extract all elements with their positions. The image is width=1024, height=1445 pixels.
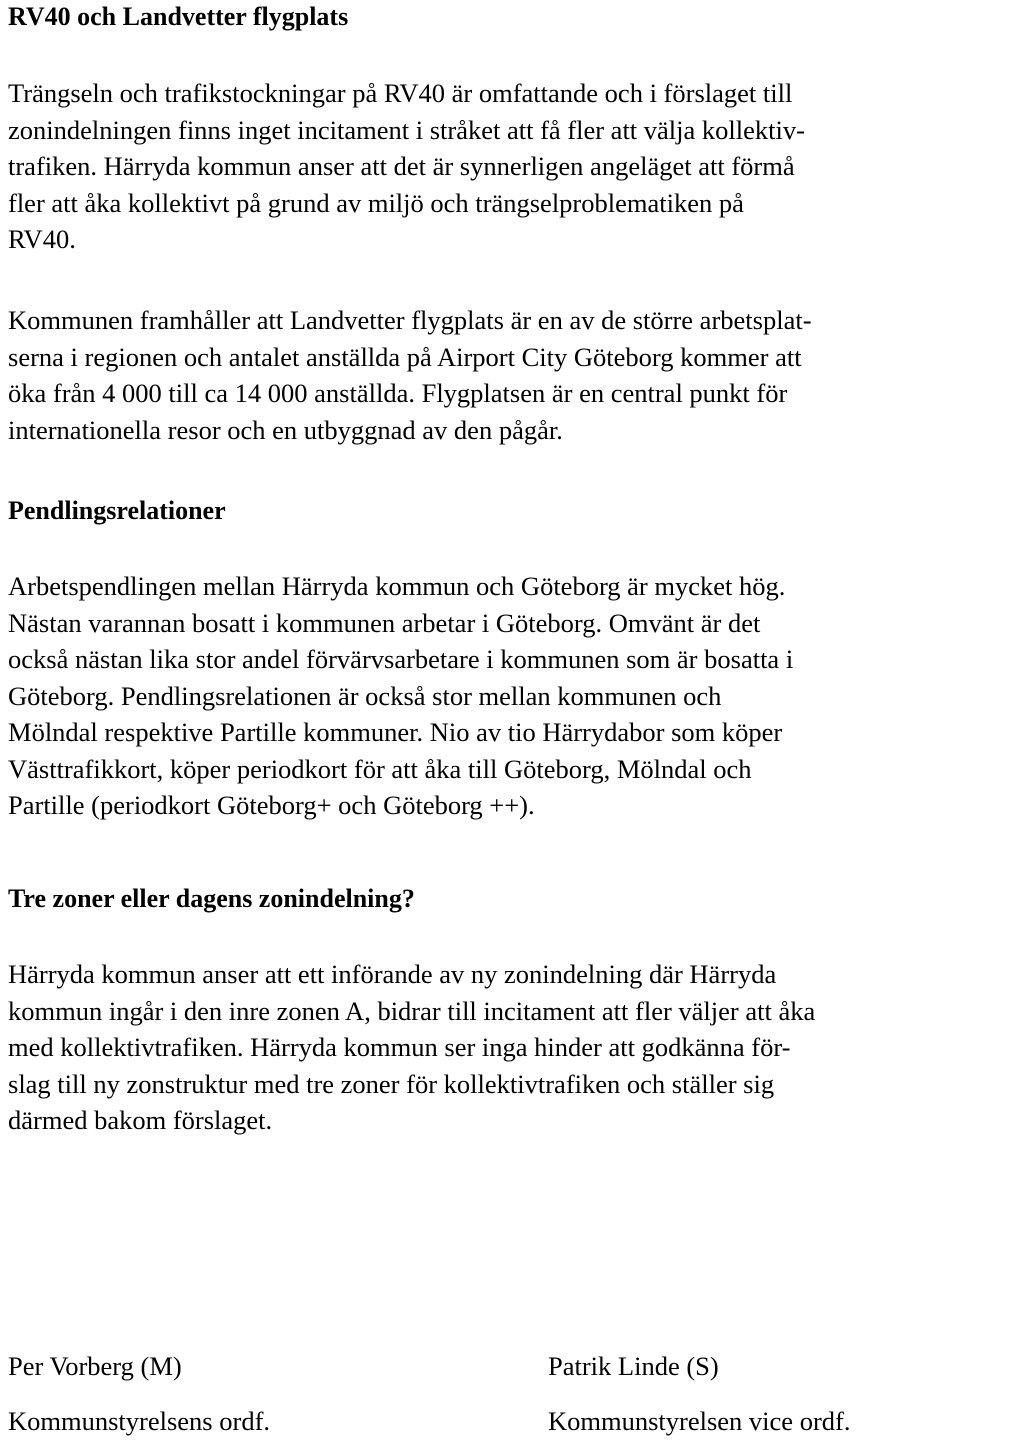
text-line: fler att åka kollektivt på grund av miljö och trängselproblematiken på bbox=[8, 187, 744, 218]
paragraph-rv40-congestion bbox=[8, 75, 1020, 258]
section-heading-rv40: RV40 och Landvetter flygplats bbox=[8, 2, 349, 31]
paragraph-zone-proposal bbox=[8, 956, 1020, 1139]
section-heading-tre-zoner: Tre zoner eller dagens zonindelning? bbox=[8, 884, 415, 913]
text-line: slag till ny zonstruktur med tre zoner för kollektivtrafiken och ställer sig bbox=[8, 1068, 775, 1099]
text-line: Göteborg. Pendlingsrelationen är också stor mellan kommunen och bbox=[8, 680, 722, 711]
text-line: Västtrafikkort, köper periodkort för att åka till Göteborg, Mölndal och bbox=[8, 753, 752, 784]
signature-name: Per Vorberg (M) bbox=[8, 1351, 182, 1381]
signature-block-vice-chair bbox=[548, 1348, 988, 1440]
text-line: kommun ingår i den inre zonen A, bidrar till incitament att fler väljer att åka bbox=[8, 995, 816, 1026]
text-line: Härryda kommun anser att ett införande av ny zonindelning där Härryda bbox=[8, 959, 777, 989]
text-line: därmed bakom förslaget. bbox=[8, 1105, 273, 1135]
text-line: med kollektivtrafiken. Härryda kommun ser inga hinder att godkänna för- bbox=[8, 1032, 791, 1062]
text-line: Nästan varannan bosatt i kommunen arbetar i Göteborg. Omvänt är det bbox=[8, 607, 761, 638]
text-line: Mölndal respektive Partille kommuner. Nio av tio Härrydabor som köper bbox=[8, 717, 783, 747]
paragraph-commuting bbox=[8, 568, 1020, 824]
signature-name: Patrik Linde (S) bbox=[548, 1351, 719, 1381]
signature-title: Kommunstyrelsen vice ordf. bbox=[548, 1406, 851, 1436]
text-line: Trängseln och trafikstockningar på RV40 är omfattande och i förslaget till bbox=[8, 78, 793, 108]
text-line: zonindelningen finns inget incitament i stråket att få fler att välja kollektiv- bbox=[8, 114, 805, 145]
signature-title: Kommunstyrelsens ordf. bbox=[8, 1406, 271, 1436]
signature-block-chair bbox=[8, 1348, 448, 1440]
text-line: Partille (periodkort Göteborg+ och Göteborg ++). bbox=[8, 790, 535, 820]
text-line: också nästan lika stor andel förvärvsarbetare i kommunen som är bosatta i bbox=[8, 644, 794, 674]
paragraph-landvetter-airport bbox=[8, 302, 1020, 448]
text-line: RV40. bbox=[8, 224, 76, 254]
text-line: öka från 4 000 till ca 14 000 anställda. Flygplatsen är en central punkt för bbox=[8, 378, 788, 408]
text-line: Kommunen framhåller att Landvetter flygplats är en av de större arbetsplat- bbox=[8, 305, 812, 335]
text-line: serna i regionen och antalet anställda på Airport City Göteborg kommer att bbox=[8, 341, 802, 372]
text-line: internationella resor och en utbyggnad av den pågår. bbox=[8, 414, 563, 445]
text-line: Arbetspendlingen mellan Härryda kommun och Göteborg är mycket hög. bbox=[8, 571, 786, 601]
section-heading-pendlingsrelationer: Pendlingsrelationer bbox=[8, 496, 226, 525]
text-line: trafiken. Härryda kommun anser att det är synnerligen angeläget att förmå bbox=[8, 151, 795, 181]
